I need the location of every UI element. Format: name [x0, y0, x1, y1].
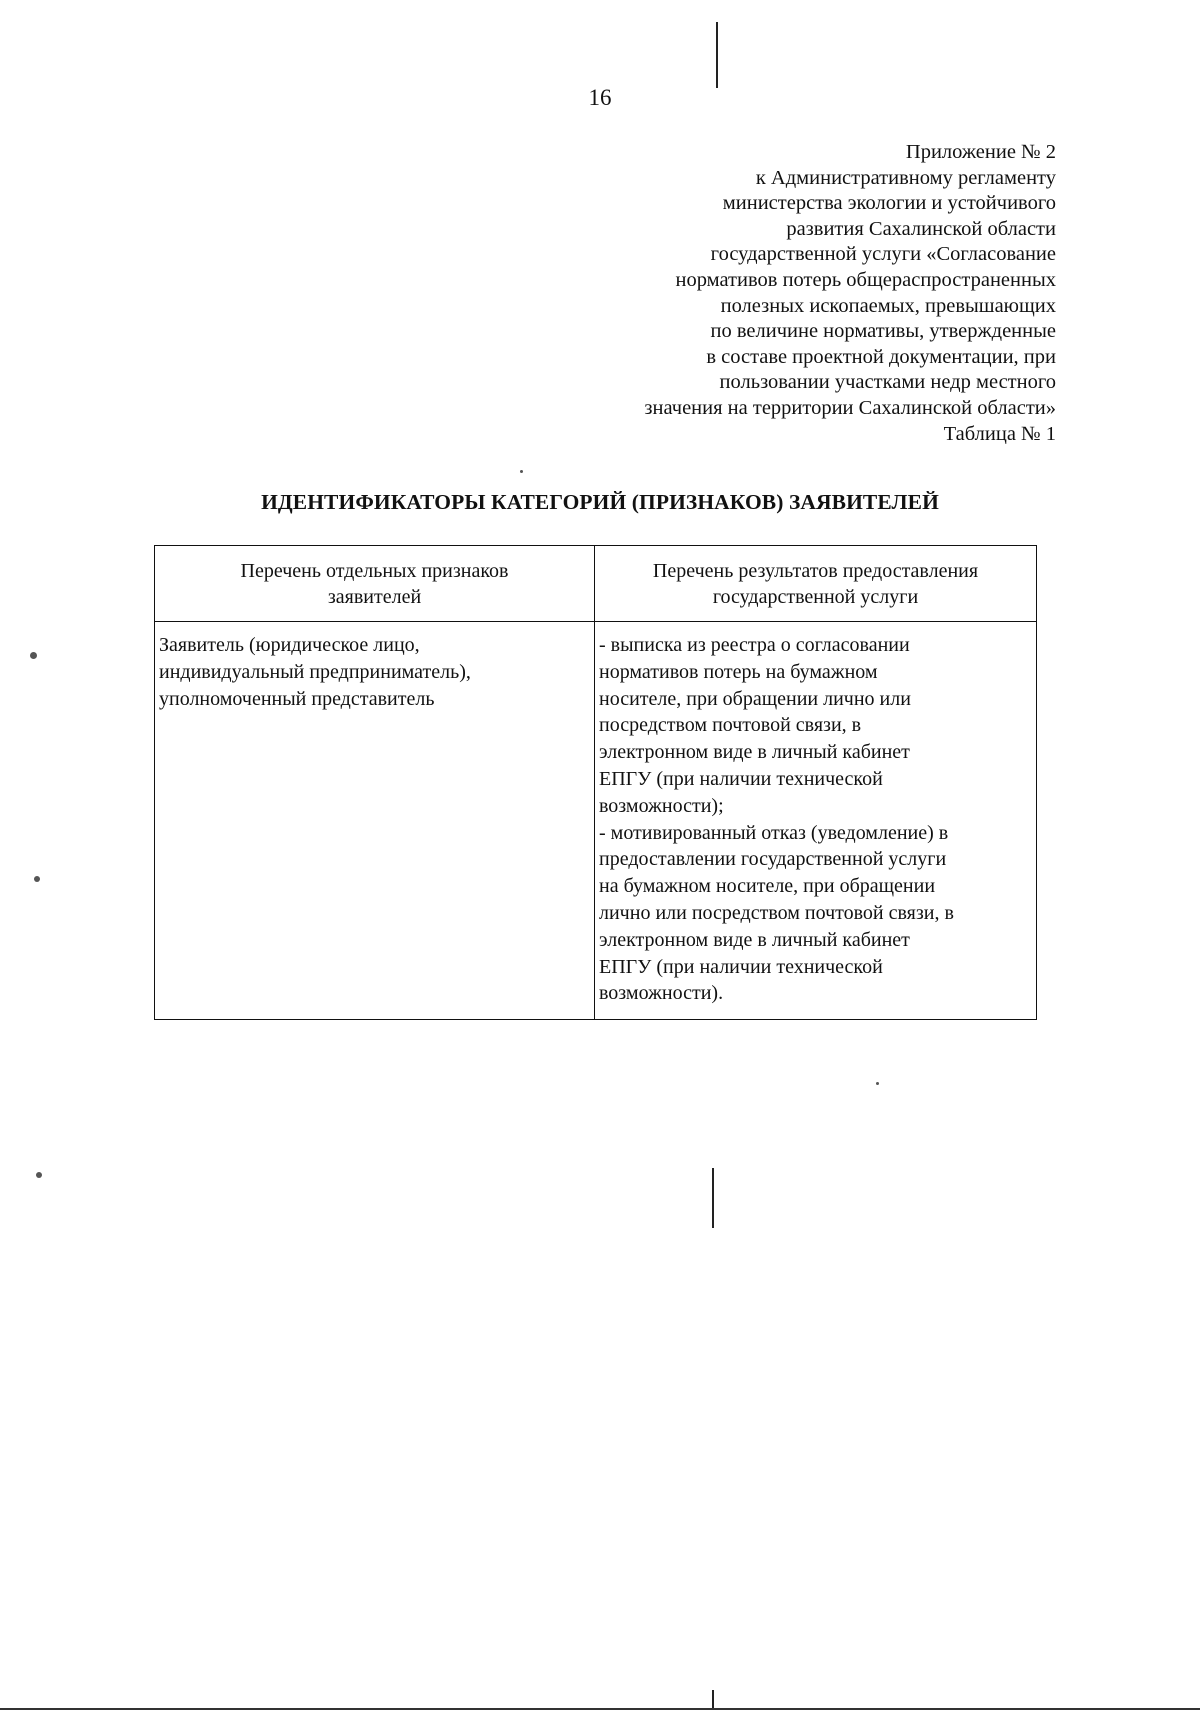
appendix-line: полезных ископаемых, превышающих — [720, 294, 1056, 317]
scan-artifact-speck — [36, 1172, 42, 1178]
scan-artifact-line — [0, 1708, 1200, 1710]
cell-line: предоставлении государственной услуги — [599, 848, 947, 871]
scan-artifact-line — [716, 22, 718, 88]
scan-artifact-speck — [520, 470, 523, 473]
header-line: Перечень результатов предоставления — [652, 560, 979, 582]
appendix-line: к Административному регламенту — [755, 166, 1056, 189]
scan-artifact-speck — [876, 1082, 879, 1085]
scan-artifact-line — [712, 1690, 714, 1710]
cell-line: Заявитель (юридическое лицо, — [159, 634, 420, 656]
cell-line: возможности). — [599, 982, 724, 1005]
cell-line: - выписка из реестра о согласовании — [599, 634, 910, 656]
cell-line: возможности); — [599, 794, 724, 817]
appendix-line: нормативов потерь общераспространенных — [675, 268, 1056, 291]
cell-line: на бумажном носителе, при обращении — [599, 875, 936, 898]
scan-artifact-line — [712, 1168, 714, 1228]
appendix-line: развития Сахалинской области — [786, 217, 1056, 240]
cell-results — [595, 622, 1037, 1020]
table-number: Таблица № 1 — [943, 422, 1056, 445]
header-service-results — [595, 546, 1037, 622]
cell-line: уполномоченный представитель — [159, 687, 435, 710]
cell-line: электронном виде в личный кабинет — [599, 741, 910, 764]
scan-artifact-speck — [34, 876, 40, 882]
cell-line: посредством почтовой связи, в — [599, 714, 862, 737]
cell-line: лично или посредством почтовой связи, в — [599, 901, 954, 924]
appendix-line: государственной услуги «Согласование — [710, 243, 1056, 266]
appendix-line: значения на территории Сахалинской области» — [644, 396, 1056, 419]
appendix-line: министерства экологии и устойчивого — [722, 192, 1056, 215]
document-title: ИДЕНТИФИКАТОРЫ КАТЕГОРИЙ (ПРИЗНАКОВ) ЗАЯВИТЕЛЕЙ — [261, 490, 939, 514]
table-header-row — [155, 546, 1037, 622]
cell-line: ЕПГУ (при наличии технической — [599, 955, 883, 978]
header-line: заявителей — [327, 586, 422, 608]
appendix-line: пользовании участками недр местного — [719, 371, 1056, 394]
page-number: 16 — [588, 85, 612, 110]
identifiers-table — [154, 545, 1037, 1020]
cell-applicant — [155, 622, 595, 1020]
scan-artifact-speck — [30, 652, 37, 659]
appendix-line: Приложение № 2 — [905, 141, 1056, 163]
header-line: государственной услуги — [712, 586, 919, 608]
header-line: Перечень отдельных признаков — [240, 560, 509, 582]
appendix-note — [496, 140, 1056, 447]
cell-line: электронном виде в личный кабинет — [599, 928, 910, 951]
cell-line: нормативов потерь на бумажном — [599, 660, 878, 683]
table-row — [155, 622, 1037, 1020]
cell-line: индивидуальный предприниматель), — [159, 660, 471, 683]
cell-line: носителе, при обращении лично или — [599, 687, 911, 710]
header-applicant-features — [155, 546, 595, 622]
appendix-line: в составе проектной документации, при — [706, 345, 1056, 368]
cell-line: - мотивированный отказ (уведомление) в — [599, 821, 949, 844]
cell-line: ЕПГУ (при наличии технической — [599, 767, 883, 790]
appendix-line: по величине нормативы, утвержденные — [710, 320, 1056, 343]
